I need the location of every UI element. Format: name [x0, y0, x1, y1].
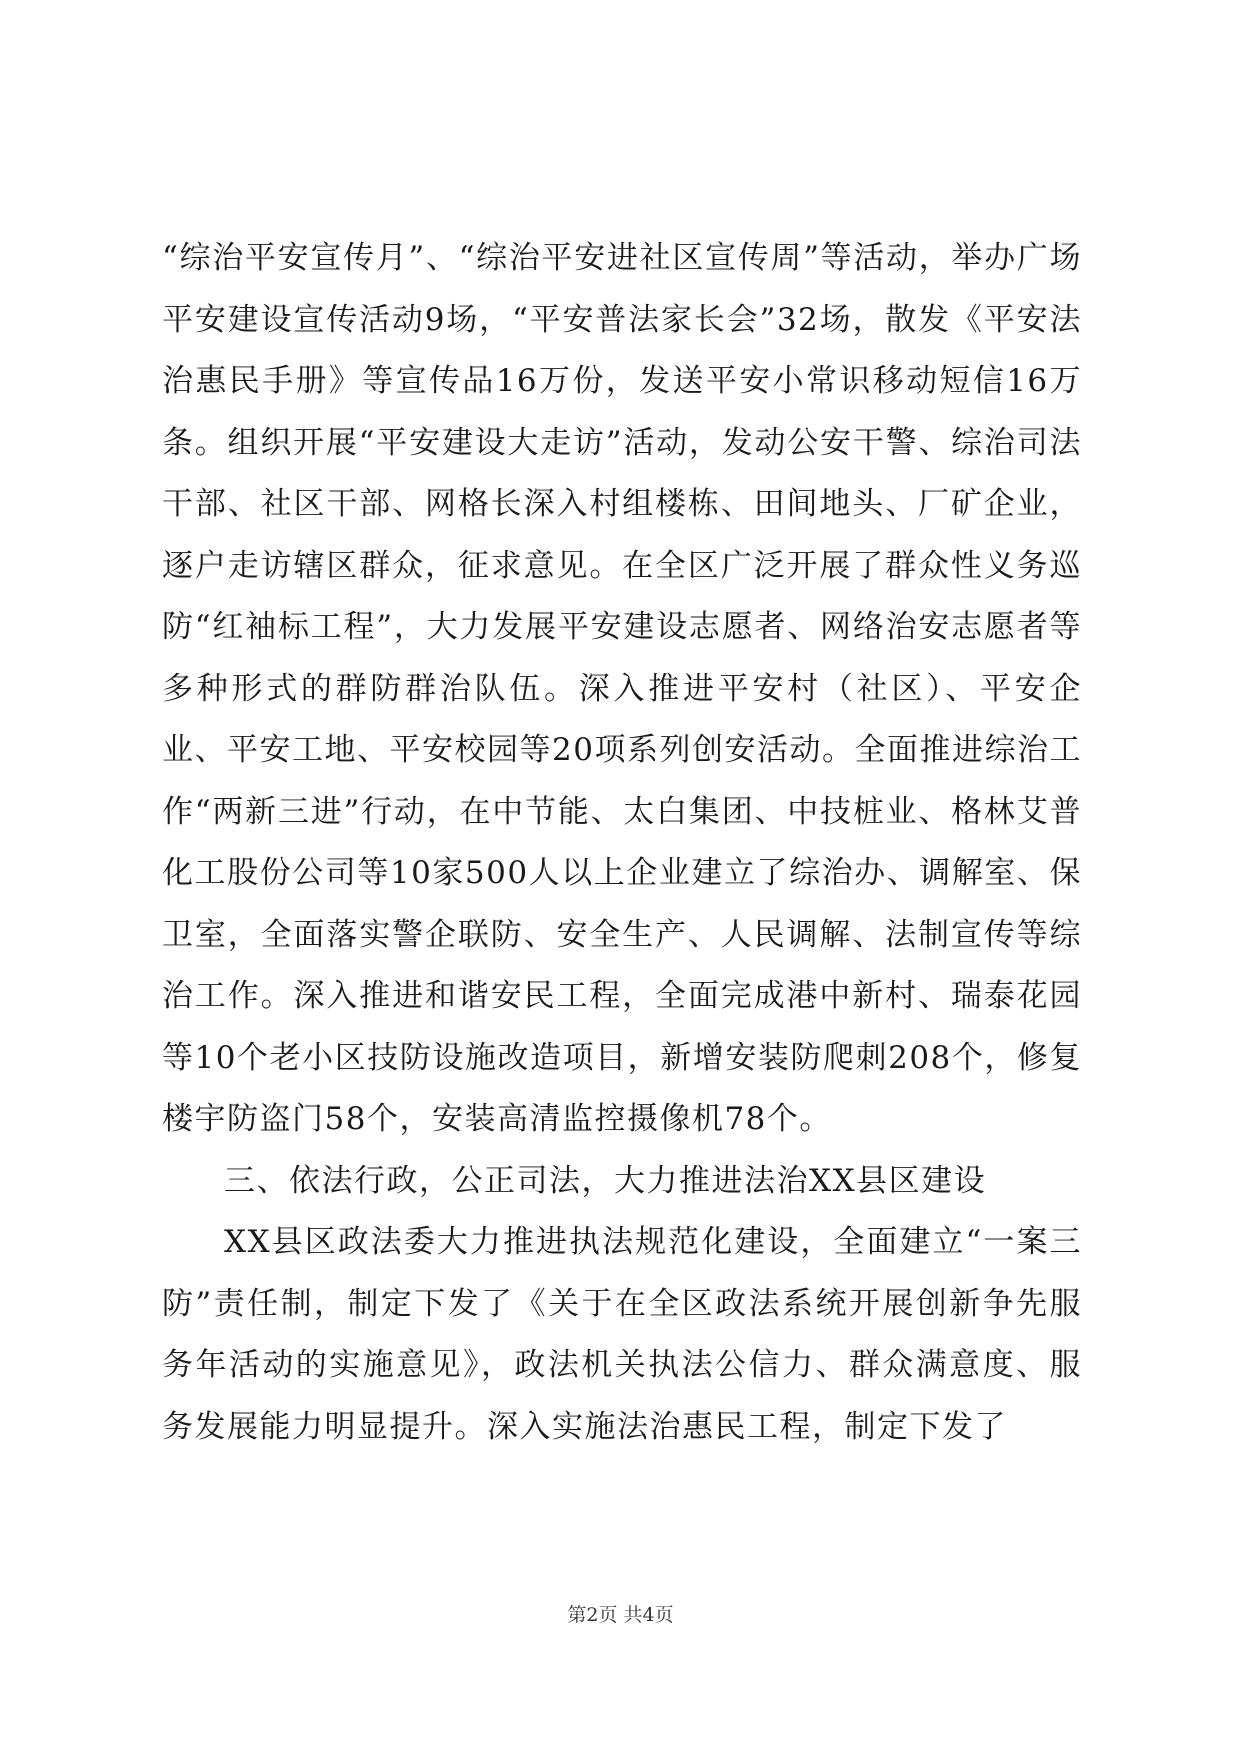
section-heading: 三、依法行政，公正司法，大力推进法治XX县区建设 — [224, 1162, 987, 1199]
page-footer — [0, 1600, 1241, 1627]
body-paragraph: “综治平安宣传月”、“综治平安进社区宣传周”等活动，举办广场平安建设宣传活动9场，“平安普法家长会”32场，散发《平安法治惠民手册》等宣传品16万份，发送平安小常识移动短信16万条。组织开展“平安建设大走访”活动，发动公安干警、综治司法干部、社区干部、网格长深入村组楼栋、田间地头、厂矿企业，逐户走访辖区群众，征求意见。在全区广泛开展了群众性义务巡防“红袖标工程”，大力发展平安建设志愿者、网络治安志愿者等多种形式的群防群治队伍。深入推进平安村（社区）、平安企业、平安工地、平安校园等20项系列创安活动。全面推进综治工作“两新三进”行动，在中节能、太白集团、中技桩业、格林艾普化工股份公司等10家500人以上企业建立了综治办、调解室、保卫室，全面落实警企联防、安全生产、人民调解、法制宣传等综治工作。深入推进和谐安民工程，全面完成港中新村、瑞泰花园等10个老小区技防设施改造项目，新增安装防爬刺208个，修复楼宇防盗门58个，安装高清监控摄像机78个。 — [162, 240, 1082, 1137]
body-paragraph: XX县区政法委大力推进执法规范化建设，全面建立“一案三防”责任制，制定下发了《关于在全区政法系统开展创新争先服务年活动的实施意见》，政法机关执法公信力、群众满意度、服务发展能力明显提升。深入实施法治惠民工程，制定下发了 — [162, 1224, 1082, 1445]
page-number: 第2页 共4页 — [567, 1604, 674, 1626]
document-body — [162, 228, 1082, 1458]
